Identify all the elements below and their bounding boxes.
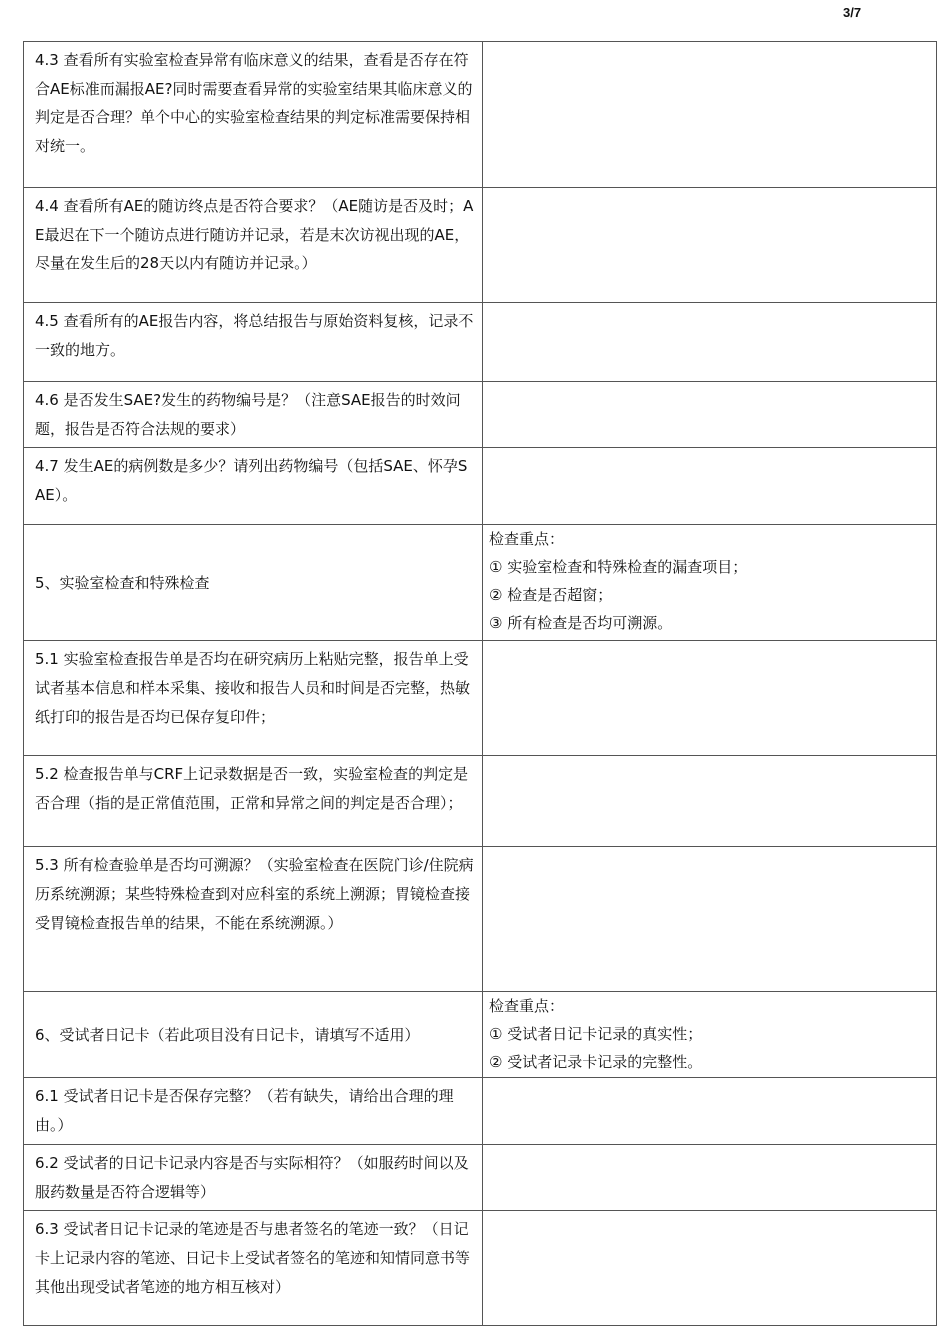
table-row <box>24 42 937 188</box>
item-text-cell: 5.2 检查报告单与CRF上记录数据是否一致，实验室检查的判定是否合理（指的是正常值范围，正常和异常之间的判定是否合理）； <box>24 756 483 847</box>
section-header-row <box>24 992 937 1078</box>
inspection-checklist-table <box>23 41 937 1326</box>
table-row <box>24 382 937 448</box>
table-row <box>24 756 937 847</box>
page-number: 3/7 <box>843 5 862 20</box>
item-text-cell: 6.3 受试者日记卡记录的笔迹是否与患者签名的笔迹一致？（日记卡上记录内容的笔迹、日记卡上受试者签名的笔迹和知情同意书等其他出现受试者笔迹的地方相互核对） <box>24 1211 483 1326</box>
section-title-cell: 5、实验室检查和特殊检查 <box>24 525 483 641</box>
table-row <box>24 1211 937 1326</box>
key-point-item: ③ 所有检查是否均可溯源。 <box>489 614 673 633</box>
key-points-title: 检查重点： <box>489 997 565 1016</box>
notes-cell[interactable] <box>483 382 937 448</box>
table-row <box>24 641 937 756</box>
item-text-cell: 4.6 是否发生SAE?发生的药物编号是？（注意SAE报告的时效问题，报告是否符合法规的要求） <box>24 382 483 448</box>
section-header-row <box>24 525 937 641</box>
section-title-cell: 6、受试者日记卡（若此项目没有日记卡，请填写不适用） <box>24 992 483 1078</box>
table-row <box>24 1078 937 1144</box>
item-text-cell: 4.7 发生AE的病例数是多少？请列出药物编号（包括SAE、怀孕SAE）。 <box>24 448 483 525</box>
key-points-title: 检查重点： <box>489 530 565 549</box>
table-row <box>24 303 937 382</box>
item-text-cell: 5.1 实验室检查报告单是否均在研究病历上粘贴完整，报告单上受试者基本信息和样本采集、接收和报告人员和时间是否完整，热敏纸打印的报告是否均已保存复印件； <box>24 641 483 756</box>
item-text-cell: 4.3 查看所有实验室检查异常有临床意义的结果，查看是否存在符合AE标准而漏报AE?同时需要查看异常的实验室结果其临床意义的判定是否合理？单个中心的实验室检查结果的判定标准需要保持相对统一。 <box>24 42 483 188</box>
table-row <box>24 448 937 525</box>
key-points-cell <box>483 525 937 641</box>
notes-cell[interactable] <box>483 448 937 525</box>
notes-cell[interactable] <box>483 42 937 188</box>
notes-cell[interactable] <box>483 847 937 992</box>
notes-cell[interactable] <box>483 188 937 303</box>
notes-cell[interactable] <box>483 641 937 756</box>
key-point-item: ② 检查是否超窗； <box>489 586 613 605</box>
item-text-cell: 6.2 受试者的日记卡记录内容是否与实际相符？（如服药时间以及服药数量是否符合逻辑等） <box>24 1144 483 1210</box>
notes-cell[interactable] <box>483 756 937 847</box>
key-points-cell <box>483 992 937 1078</box>
table-row <box>24 188 937 303</box>
key-point-item: ② 受试者记录卡记录的完整性。 <box>489 1053 703 1072</box>
key-point-item: ① 实验室检查和特殊检查的漏查项目； <box>489 558 748 577</box>
notes-cell[interactable] <box>483 1144 937 1210</box>
item-text-cell: 4.4 查看所有AE的随访终点是否符合要求？（AE随访是否及时；AE最迟在下一个随访点进行随访并记录，若是末次访视出现的AE，尽量在发生后的28天以内有随访并记录。） <box>24 188 483 303</box>
item-text-cell: 6.1 受试者日记卡是否保存完整？（若有缺失，请给出合理的理由。） <box>24 1078 483 1144</box>
table-row <box>24 847 937 992</box>
item-text-cell: 5.3 所有检查验单是否均可溯源？（实验室检查在医院门诊/住院病历系统溯源；某些特殊检查到对应科室的系统上溯源；胃镜检查接受胃镜检查报告单的结果，不能在系统溯源。） <box>24 847 483 992</box>
notes-cell[interactable] <box>483 1211 937 1326</box>
notes-cell[interactable] <box>483 303 937 382</box>
item-text-cell: 4.5 查看所有的AE报告内容，将总结报告与原始资料复核，记录不一致的地方。 <box>24 303 483 382</box>
notes-cell[interactable] <box>483 1078 937 1144</box>
key-point-item: ① 受试者日记卡记录的真实性； <box>489 1025 703 1044</box>
table-row <box>24 1144 937 1210</box>
